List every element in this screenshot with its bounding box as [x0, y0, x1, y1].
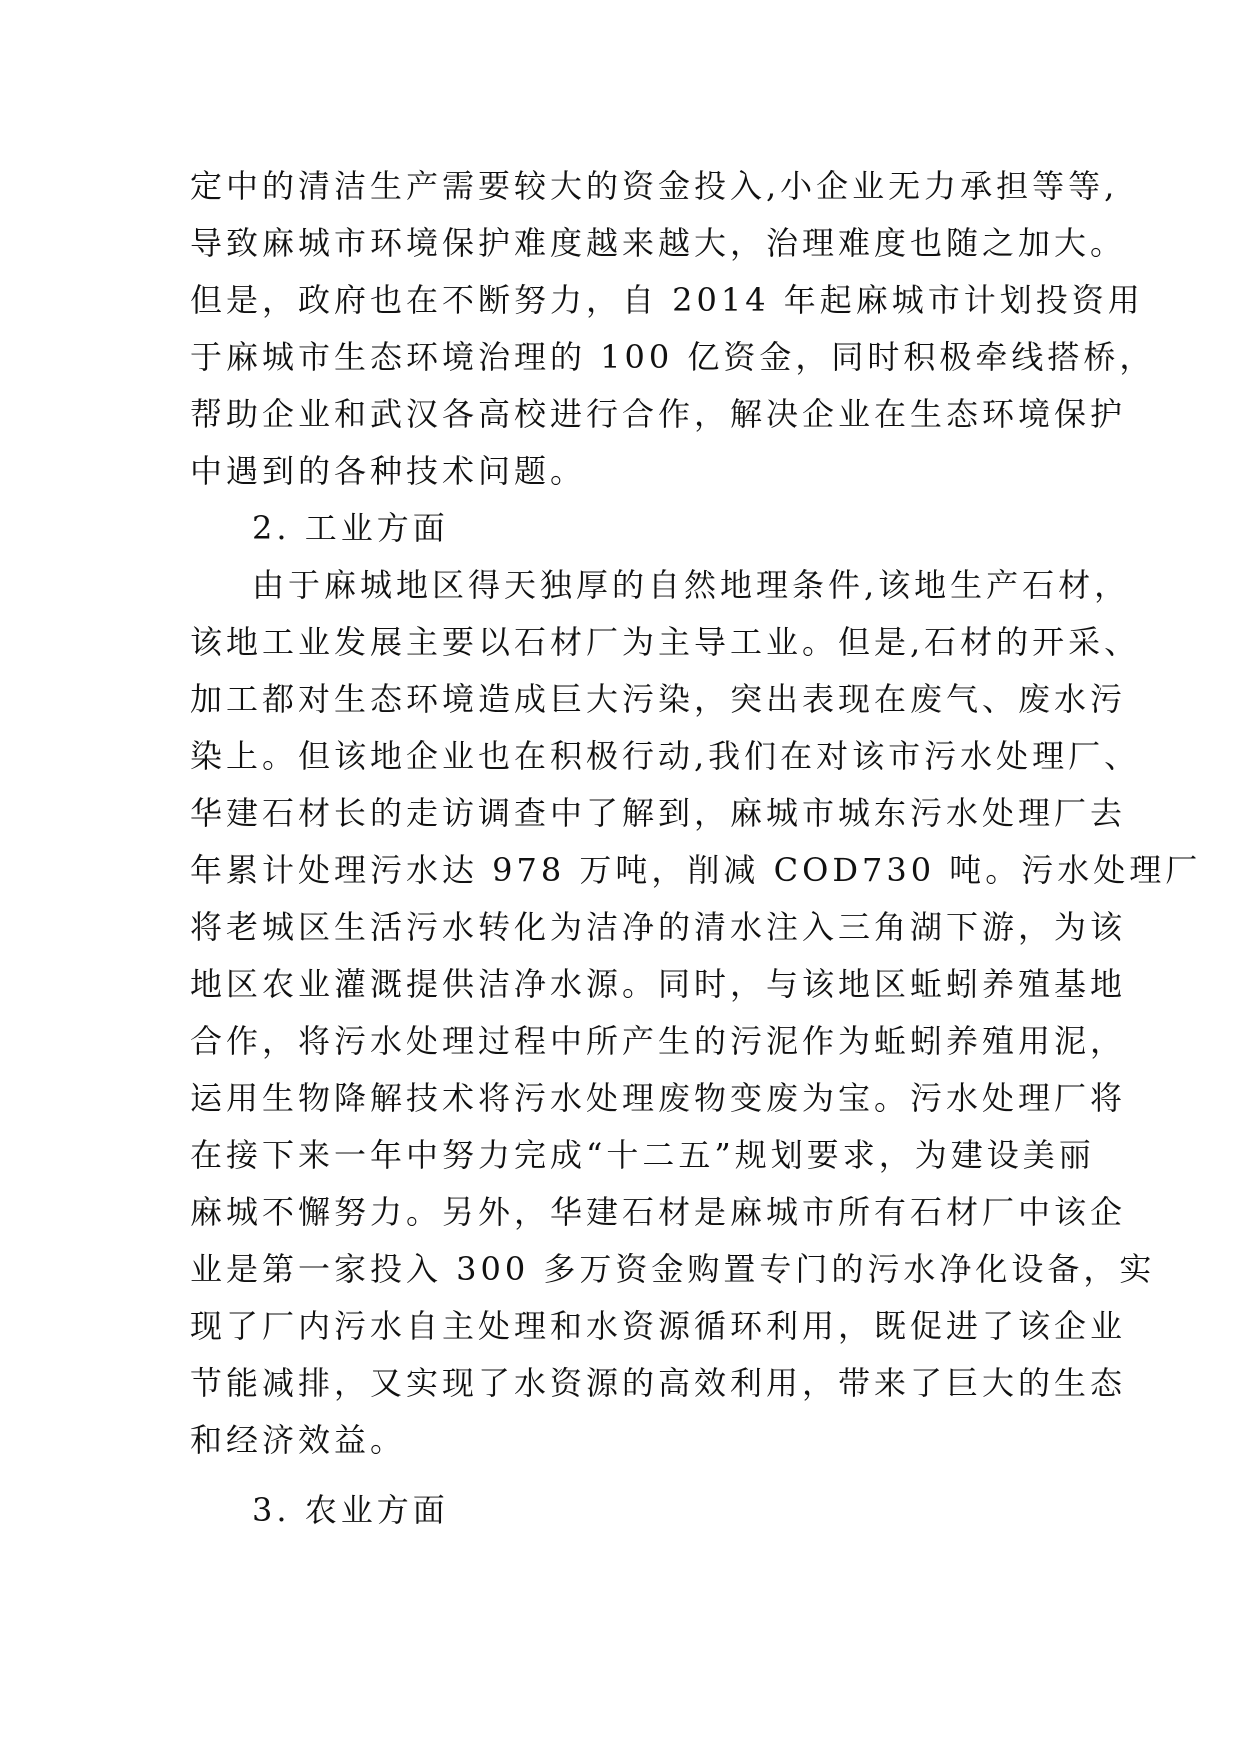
text-line: 节能减排，又实现了水资源的高效利用，带来了巨大的生态: [190, 1364, 1127, 1402]
text-line: 加工都对生态环境造成巨大污染，突出表现在废气、废水污: [190, 680, 1127, 718]
text-line: 麻城不懈努力。另外，华建石材是麻城市所有石材厂中该企: [190, 1193, 1127, 1231]
text-line: 导致麻城市环境保护难度越来越大，治理难度也随之加大。: [190, 224, 1127, 262]
section-heading-industry: 2. 工业方面: [252, 509, 449, 547]
text-line: 和经济效益。: [190, 1421, 407, 1459]
text-line: 在接下来一年中努力完成“十二五”规划要求，为建设美丽: [190, 1136, 1095, 1174]
text-line: 中遇到的各种技术问题。: [190, 452, 587, 490]
text-line: 年累计处理污水达 978 万吨，削减 COD730 吨。污水处理厂: [190, 851, 1202, 889]
text-line: 将老城区生活污水转化为洁净的清水注入三角湖下游，为该: [190, 908, 1127, 946]
text-line: 帮助企业和武汉各高校进行合作，解决企业在生态环境保护: [190, 395, 1127, 433]
text-line: 运用生物降解技术将污水处理废物变废为宝。污水处理厂将: [190, 1079, 1127, 1117]
text-line: 合作，将污水处理过程中所产生的污泥作为蚯蚓养殖用泥，: [190, 1022, 1127, 1060]
text-line: 华建石材长的走访调查中了解到，麻城市城东污水处理厂去: [190, 794, 1127, 832]
text-line: 现了厂内污水自主处理和水资源循环利用，既促进了该企业: [190, 1307, 1127, 1345]
text-line: 地区农业灌溉提供洁净水源。同时，与该地区蚯蚓养殖基地: [190, 965, 1127, 1003]
section-heading-agriculture: 3. 农业方面: [252, 1491, 449, 1529]
text-line: 由于麻城地区得天独厚的自然地理条件,该地生产石材，: [252, 566, 1131, 604]
text-line: 染上。但该地企业也在积极行动,我们在对该市污水处理厂、: [190, 737, 1141, 775]
text-line: 但是，政府也在不断努力，自 2014 年起麻城市计划投资用: [190, 281, 1144, 319]
text-line: 于麻城市生态环境治理的 100 亿资金，同时积极牵线搭桥，: [190, 338, 1156, 376]
text-line: 该地工业发展主要以石材厂为主导工业。但是,石材的开采、: [190, 623, 1141, 661]
text-line: 业是第一家投入 300 多万资金购置专门的污水净化设备，实: [190, 1250, 1156, 1288]
text-line: 定中的清洁生产需要较大的资金投入,小企业无力承担等等,: [190, 167, 1119, 205]
